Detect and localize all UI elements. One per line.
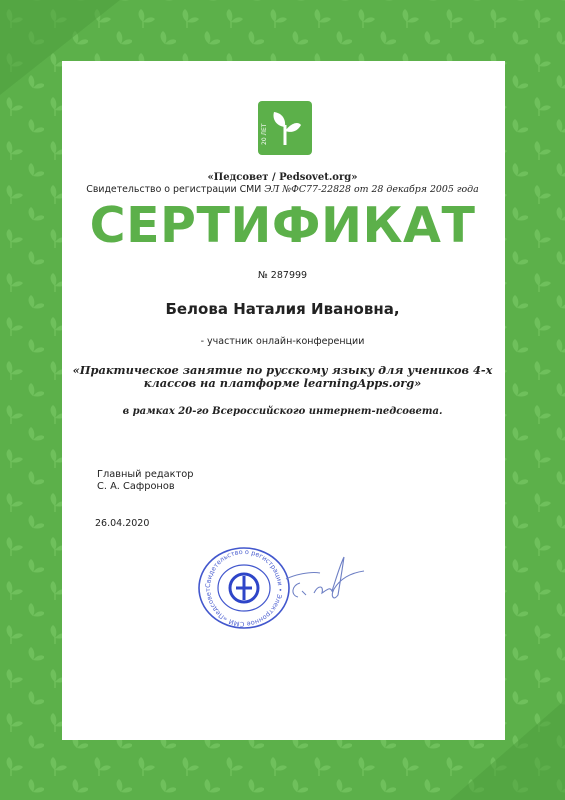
pedsovet-logo <box>258 101 312 155</box>
recipient-name: Белова Наталия Ивановна, <box>165 300 400 318</box>
certificate-title: СЕРТИФИКАТ <box>89 197 476 254</box>
participant-role: - участник онлайн-конференции <box>200 336 365 347</box>
round-seal-stamp <box>196 546 292 630</box>
organization-name: «Педсовет / Pedsovet.org» <box>207 172 358 183</box>
event-title: «Практическое занятие по русскому языку для учеников 4-х классов на платформе learningApps.org» <box>72 363 493 390</box>
certificate-paper <box>62 61 505 740</box>
svg-text:Свидетельство о регистрации •: Свидетельство о регистрации • Электронное СМИ «Педсовет <box>203 547 285 629</box>
event-context: в рамках 20-го Всероссийского интернет-педсовета. <box>122 406 443 417</box>
issue-date: 26.04.2020 <box>95 518 150 529</box>
signatory-name: С. А. Сафронов <box>97 481 175 492</box>
certificate-number: № 287999 <box>257 270 308 281</box>
sprout-icon <box>258 101 312 155</box>
svg-text:20 ЛЕТ: 20 ЛЕТ <box>261 123 268 145</box>
registration-prefix: Свидетельство о регистрации СМИ <box>86 184 262 195</box>
registration-detail: ЭЛ №ФС77-22828 от 28 декабря 2005 года <box>264 184 479 195</box>
signatory-position: Главный редактор <box>97 469 194 480</box>
handwritten-signature <box>280 549 370 605</box>
registration-line <box>0 184 565 195</box>
